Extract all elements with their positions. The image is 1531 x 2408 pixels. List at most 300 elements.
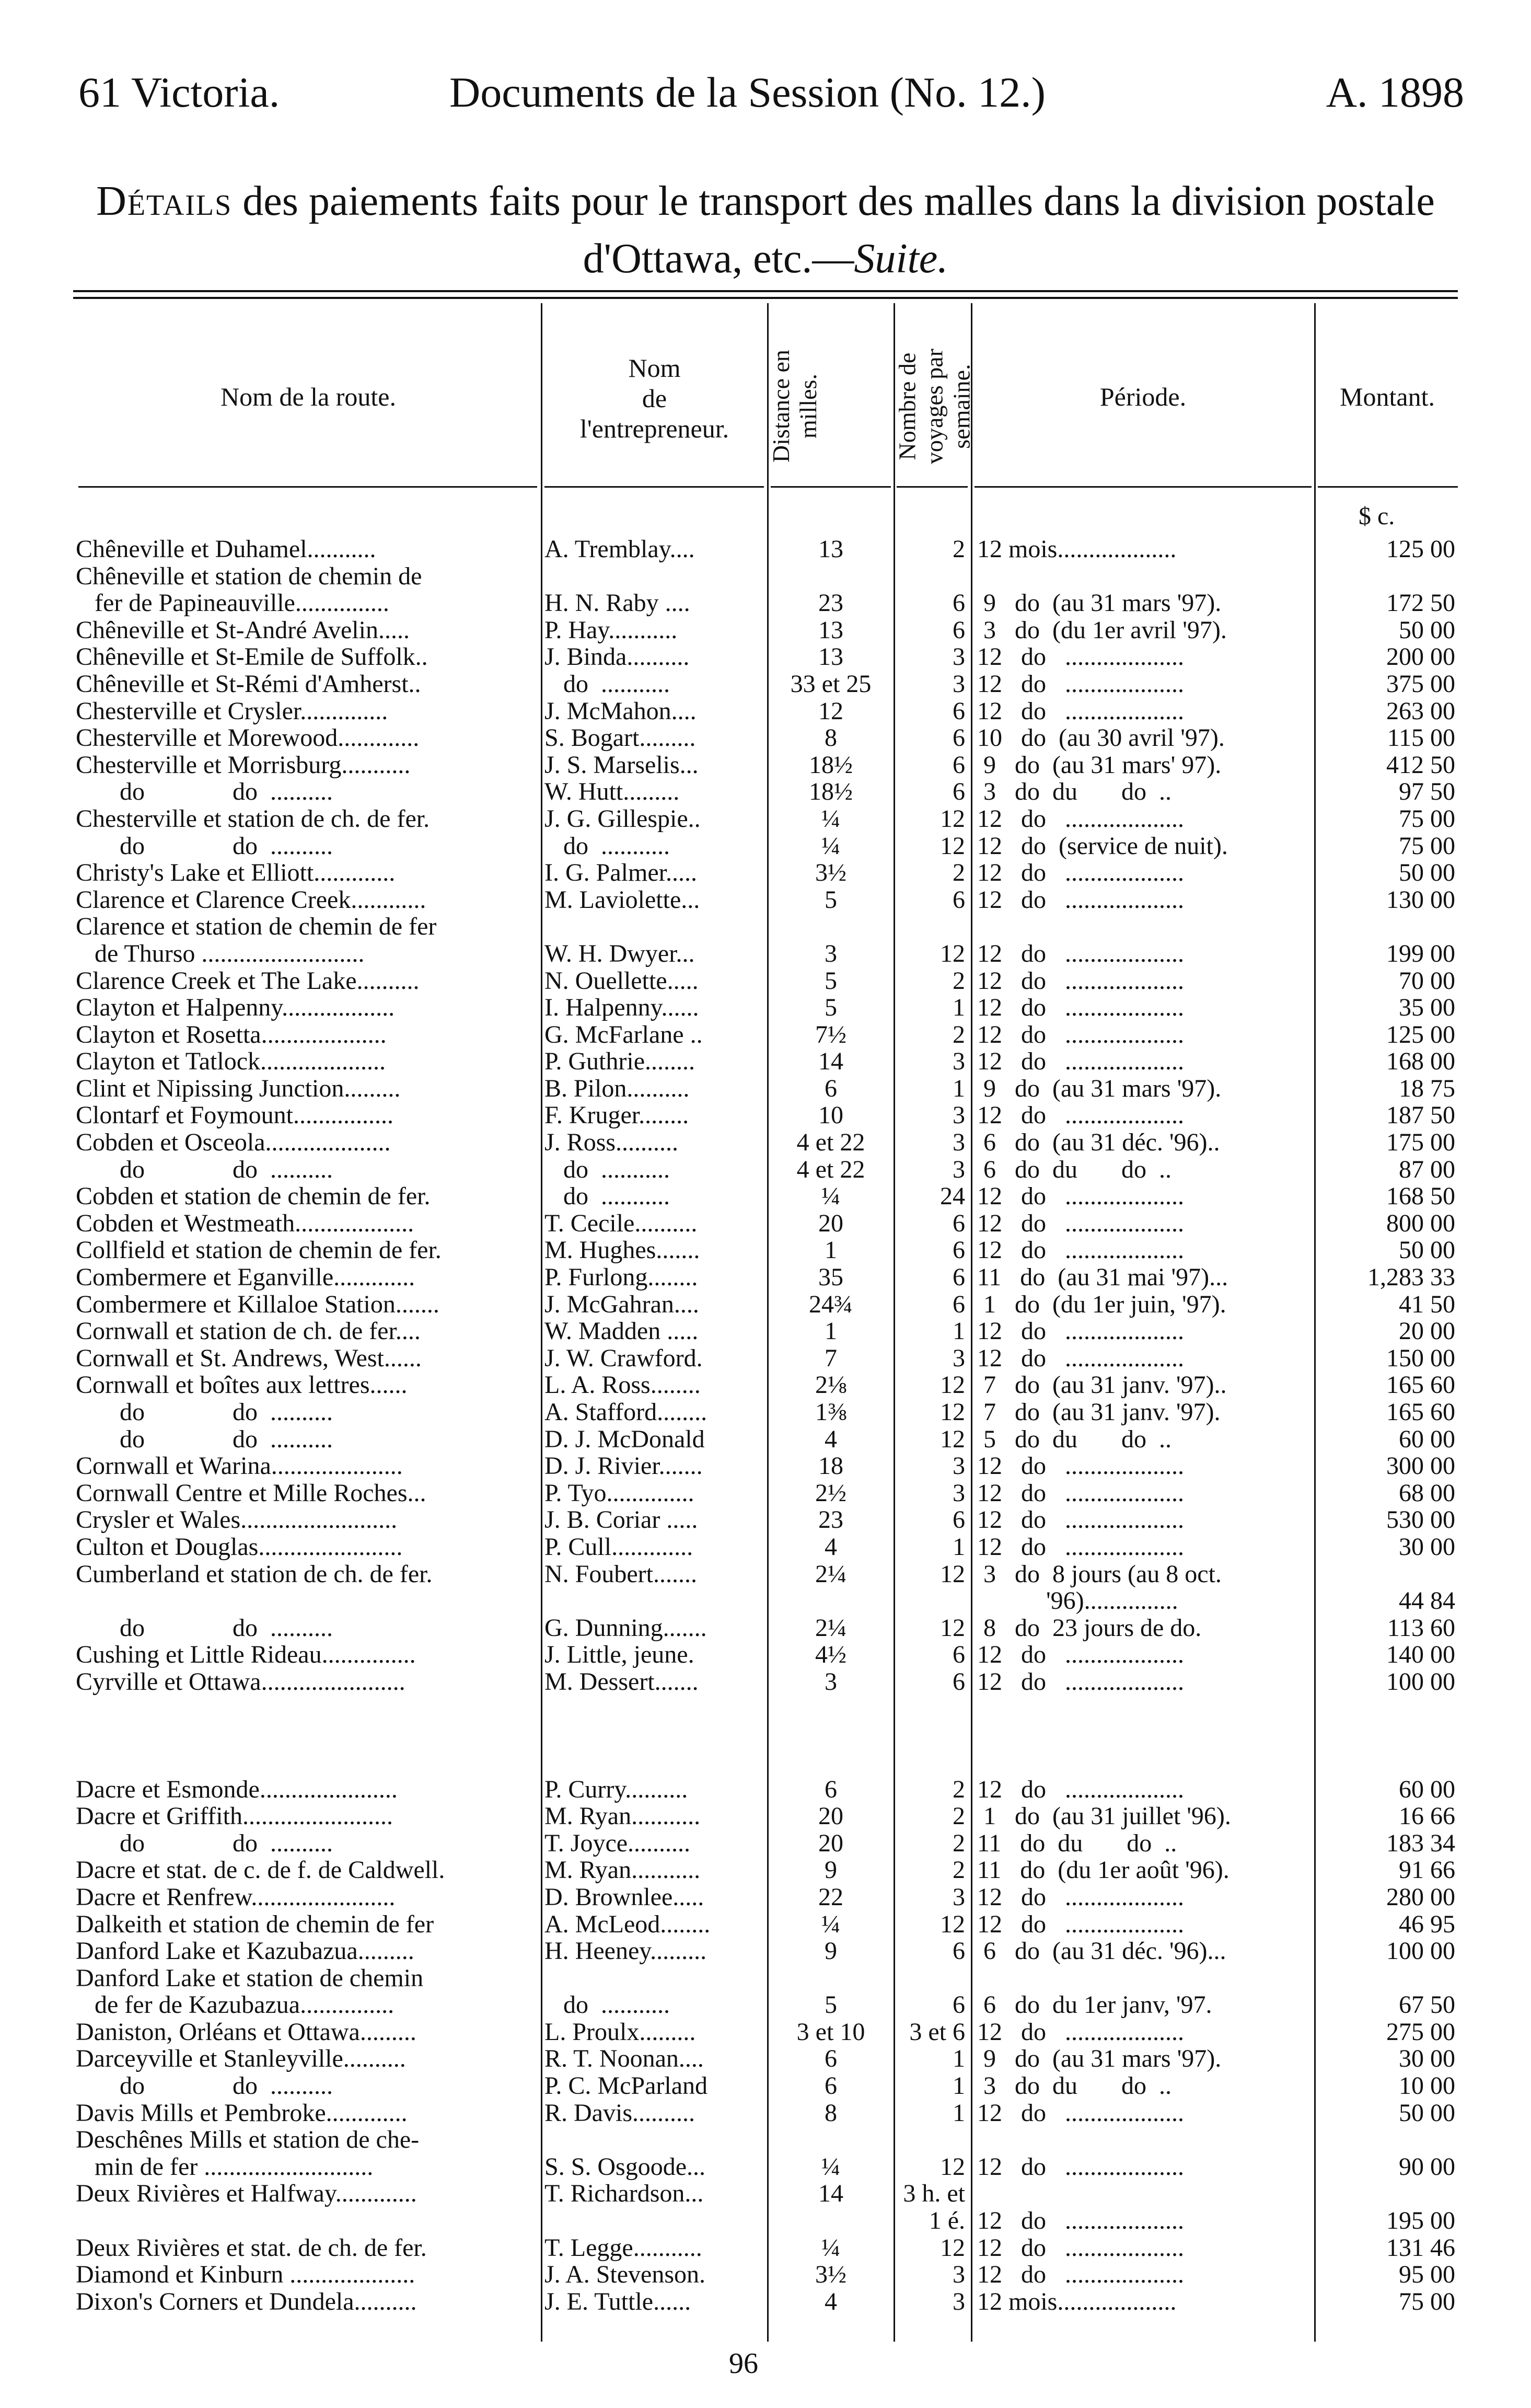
amount-value: 18 75 — [1399, 1075, 1455, 1102]
route-name: Christy's Lake et Elliott............. — [76, 859, 396, 886]
amount-value: 412 50 — [1386, 751, 1455, 779]
entrepreneur-name: H. Heeney......... — [544, 1938, 707, 1965]
route-name: Chêneville et St-Rémi d'Amherst.. — [76, 670, 421, 698]
distance-value: 5 — [825, 1991, 837, 2019]
route-name: Dacre et Renfrew....................... — [76, 1883, 396, 1911]
distance-value: 6 — [825, 2072, 837, 2100]
entrepreneur-name: M. Hughes....... — [544, 1237, 700, 1264]
route-name: Clayton et Halpenny.................. — [76, 994, 395, 1021]
distance-value: ¼ — [821, 805, 840, 833]
title-line1: des paiements faits pour le transport des malles dans la division postale — [232, 178, 1435, 224]
entrepreneur-name: T. Cecile.......... — [544, 1209, 698, 1237]
period-text: 6 do du 1er janv, '97. — [977, 1991, 1212, 2019]
period-text: 12 do ................... — [977, 886, 1184, 914]
amount-value: 200 00 — [1386, 643, 1455, 671]
entrepreneur-name: P. Tyo.............. — [544, 1479, 694, 1507]
title-lead: Détails — [96, 178, 233, 224]
entrepreneur-name: P. Curry.......... — [544, 1776, 688, 1803]
column-header-voyages-line: Nombre de — [894, 352, 921, 460]
distance-value: 20 — [818, 1829, 843, 1857]
distance-value: 14 — [818, 2180, 843, 2208]
route-name: Dacre et stat. de c. de f. de Caldwell. — [76, 1857, 445, 1884]
distance-value: 2½ — [815, 1479, 846, 1507]
amount-value: 68 00 — [1399, 1479, 1455, 1507]
period-text: 12 do ................... — [977, 805, 1184, 833]
distance-value: ¼ — [821, 2153, 840, 2181]
route-name: Culton et Douglas....................... — [76, 1533, 403, 1561]
trips-per-week: 3 — [953, 1453, 965, 1480]
distance-value: 3½ — [815, 2261, 846, 2288]
table-row — [0, 2153, 1531, 2181]
route-name: do do .......... — [76, 1614, 333, 1642]
table-row — [0, 1965, 1531, 1992]
distance-value: 7 — [825, 1344, 837, 1372]
route-name: Davis Mills et Pembroke............. — [76, 2099, 408, 2127]
amount-value: 125 00 — [1386, 1021, 1455, 1049]
title-suite: Suite. — [854, 236, 948, 282]
trips-per-week: 2 — [953, 1803, 965, 1830]
table-row — [0, 1372, 1531, 1399]
period-text: 12 do ................... — [977, 2261, 1184, 2288]
distance-value: 22 — [818, 1883, 843, 1911]
entrepreneur-name: do ........... — [544, 1991, 670, 2019]
distance-value: 5 — [825, 994, 837, 1021]
trips-per-week: 2 — [953, 1776, 965, 1803]
distance-value: 10 — [818, 1102, 843, 1130]
entrepreneur-name: do ........... — [544, 1183, 670, 1210]
amount-value: 75 00 — [1399, 805, 1455, 833]
distance-value: 6 — [825, 1075, 837, 1102]
route-name: Clint et Nipissing Junction......... — [76, 1075, 401, 1102]
column-header-voyages-line: voyages par — [921, 349, 948, 464]
period-text: 12 do ................... — [977, 859, 1184, 886]
route-name: Cornwall et St. Andrews, West...... — [76, 1344, 422, 1372]
period-text: 12 do ................... — [977, 1641, 1184, 1668]
entrepreneur-name: W. H. Dwyer... — [544, 940, 695, 967]
entrepreneur-name: M. Dessert....... — [544, 1668, 699, 1696]
entrepreneur-name: F. Kruger........ — [544, 1102, 689, 1130]
header-document-title: Documents de la Session (No. 12.) — [449, 68, 1046, 116]
table-row — [0, 1210, 1531, 1237]
header-underline — [544, 486, 764, 488]
entrepreneur-name: R. T. Noonan.... — [544, 2045, 704, 2073]
entrepreneur-name: J. G. Gillespie.. — [544, 805, 701, 833]
page-title — [78, 172, 1453, 287]
table-row — [0, 1156, 1531, 1183]
column-header-periode: Période. — [1099, 382, 1187, 411]
table-row — [0, 1857, 1531, 1884]
distance-value: 14 — [818, 1048, 843, 1075]
route-name: Cobden et Westmeath................... — [76, 1209, 414, 1237]
entrepreneur-name: I. Halpenny...... — [544, 994, 699, 1021]
period-text: 12 do ................... — [977, 670, 1184, 698]
amount-value: 165 60 — [1386, 1399, 1455, 1426]
table-row — [0, 1911, 1531, 1938]
entrepreneur-name: do ........... — [544, 1156, 670, 1183]
route-name: min de fer ........................... — [76, 2153, 374, 2181]
trips-per-week: 2 — [953, 1829, 965, 1857]
amount-value: 140 00 — [1386, 1641, 1455, 1668]
amount-value: 530 00 — [1386, 1506, 1455, 1534]
route-name: Cornwall et station de ch. de fer.... — [76, 1318, 421, 1345]
title-line2: d'Ottawa, etc.— — [583, 236, 854, 282]
trips-per-week: 12 — [940, 1372, 965, 1399]
amount-value: 50 00 — [1399, 616, 1455, 644]
trips-per-week: 6 — [953, 1237, 965, 1264]
period-text: 12 do ................... — [977, 1048, 1184, 1075]
amount-value: 97 50 — [1399, 778, 1455, 805]
route-name: Dalkeith et station de chemin de fer — [76, 1910, 434, 1938]
trips-per-week: 6 — [953, 1991, 965, 2019]
route-name: Collfield et station de chemin de fer. — [76, 1237, 442, 1264]
distance-value: 1 — [825, 1237, 837, 1264]
entrepreneur-name: W. Madden ..... — [544, 1318, 699, 1345]
entrepreneur-name: H. N. Raby .... — [544, 590, 690, 617]
trips-per-week: 1 — [953, 1075, 965, 1102]
amount-value: 100 00 — [1386, 1938, 1455, 1965]
trips-per-week: 6 — [953, 1641, 965, 1668]
amount-value: 280 00 — [1386, 1883, 1455, 1911]
period-text: 8 do 23 jours de do. — [977, 1614, 1202, 1642]
entrepreneur-name: J. S. Marselis... — [544, 751, 699, 779]
trips-per-week: 3 — [953, 1883, 965, 1911]
amount-value: 20 00 — [1399, 1318, 1455, 1345]
distance-value: 18½ — [809, 778, 853, 805]
amount-value: 100 00 — [1386, 1668, 1455, 1696]
period-text: 12 do ................... — [977, 1021, 1184, 1049]
entrepreneur-name: M. Laviolette... — [544, 886, 700, 914]
amount-value: 91 66 — [1399, 1857, 1455, 1884]
column-header-route: Nom de la route. — [220, 382, 396, 411]
distance-value: 9 — [825, 1857, 837, 1884]
trips-per-week: 3 — [953, 670, 965, 698]
entrepreneur-name: J. Binda.......... — [544, 643, 690, 671]
group-spacer — [0, 1696, 1531, 1776]
entrepreneur-name: do ........... — [544, 670, 670, 698]
entrepreneur-name: P. Hay........... — [544, 616, 678, 644]
period-text: 12 do ................... — [977, 697, 1184, 725]
amount-value: 150 00 — [1386, 1344, 1455, 1372]
period-text: 12 do ................... — [977, 2234, 1184, 2262]
period-text: 7 do (au 31 janv. '97).. — [977, 1372, 1227, 1399]
period-text: 11 do (du 1er août '96). — [977, 1857, 1230, 1884]
distance-value: 35 — [818, 1264, 843, 1291]
period-text: 6 do (au 31 déc. '96)... — [977, 1938, 1226, 1965]
table-row — [0, 1534, 1531, 1561]
entrepreneur-name: P. Cull............. — [544, 1533, 693, 1561]
entrepreneur-name: M. Ryan........... — [544, 1857, 701, 1884]
table-row — [0, 2288, 1531, 2315]
table-row — [0, 1075, 1531, 1102]
table-row — [0, 1938, 1531, 1965]
table-row — [0, 1129, 1531, 1156]
entrepreneur-name: D. J. McDonald — [544, 1425, 705, 1453]
period-text: 12 do (service de nuit). — [977, 832, 1228, 860]
amount-value: 300 00 — [1386, 1453, 1455, 1480]
distance-value: 3½ — [815, 859, 846, 886]
period-text: 5 do du do .. — [977, 1425, 1172, 1453]
table-row — [0, 1291, 1531, 1318]
amount-value: 115 00 — [1387, 724, 1455, 752]
table-row — [0, 913, 1531, 940]
table-row — [0, 1048, 1531, 1075]
entrepreneur-name: L. A. Ross........ — [544, 1372, 701, 1399]
amount-value: 130 00 — [1386, 886, 1455, 914]
period-text: 12 do ................... — [977, 2153, 1184, 2181]
distance-value: ¼ — [821, 2234, 840, 2262]
amount-value: 275 00 — [1386, 2018, 1455, 2046]
period-text: 12 mois................... — [977, 2288, 1177, 2315]
route-name: de Thurso .......................... — [76, 940, 365, 967]
table-row — [0, 2261, 1531, 2288]
distance-value: 18½ — [809, 751, 853, 779]
distance-value: 6 — [825, 2045, 837, 2073]
trips-per-week: 3 — [953, 643, 965, 671]
route-name: Danford Lake et station de chemin — [76, 1964, 424, 1992]
trips-per-week: 2 — [953, 536, 965, 563]
table-row — [0, 671, 1531, 698]
table-row — [0, 2072, 1531, 2100]
period-text: 12 do ................... — [977, 1453, 1184, 1480]
amount-value: 35 00 — [1399, 994, 1455, 1021]
table-row — [0, 1453, 1531, 1480]
period-text: 12 do ................... — [977, 1102, 1184, 1130]
route-name: Daniston, Orléans et Ottawa......... — [76, 2018, 416, 2046]
entrepreneur-name: P. Guthrie........ — [544, 1048, 695, 1075]
entrepreneur-name: M. Ryan........... — [544, 1803, 701, 1830]
column-header-distance — [768, 312, 825, 500]
table-row — [0, 590, 1531, 617]
period-text: 12 do ................... — [977, 940, 1184, 967]
table-row — [0, 2019, 1531, 2046]
trips-per-week: 12 — [940, 2153, 965, 2181]
amount-value: 172 50 — [1386, 590, 1455, 617]
trips-per-week: 12 — [940, 2234, 965, 2262]
route-name: Clontarf et Foymount................ — [76, 1102, 393, 1130]
entrepreneur-name: I. G. Palmer..... — [544, 859, 697, 886]
trips-per-week: 6 — [953, 1264, 965, 1291]
trips-per-week: 12 — [940, 940, 965, 967]
table-row — [0, 2126, 1531, 2153]
route-name: Clayton et Tatlock.................... — [76, 1048, 386, 1075]
route-name: Chesterville et Morewood............. — [76, 724, 420, 752]
distance-value: 4 et 22 — [796, 1129, 865, 1156]
table-row — [0, 1830, 1531, 1857]
amount-value: 30 00 — [1399, 2045, 1455, 2073]
amount-value: 50 00 — [1399, 859, 1455, 886]
entrepreneur-name: J. Ross.......... — [544, 1129, 679, 1156]
route-name: Crysler et Wales......................... — [76, 1506, 398, 1534]
period-text: '96)............... — [977, 1587, 1178, 1615]
entrepreneur-name: J. E. Tuttle...... — [544, 2288, 691, 2315]
entrepreneur-name: P. C. McParland — [544, 2072, 707, 2100]
header-underline — [897, 486, 968, 488]
route-name: Dixon's Corners et Dundela.......... — [76, 2288, 417, 2315]
period-text: 12 do ................... — [977, 1506, 1184, 1534]
entrepreneur-name: J. W. Crawford. — [544, 1344, 703, 1372]
entrepreneur-name: do ........... — [544, 832, 670, 860]
route-name: Deux Rivières et stat. de ch. de fer. — [76, 2234, 427, 2262]
route-name: Deschênes Mills et station de che- — [76, 2126, 420, 2153]
route-name: Cushing et Little Rideau............... — [76, 1641, 416, 1668]
period-text: 12 do ................... — [977, 1910, 1184, 1938]
trips-per-week: 1 — [953, 994, 965, 1021]
entrepreneur-name: P. Furlong........ — [544, 1264, 698, 1291]
currency-units: $ c. — [1359, 502, 1395, 530]
header-underline — [975, 486, 1312, 488]
route-name: Chêneville et St-André Avelin..... — [76, 616, 410, 644]
trips-per-week: 6 — [953, 751, 965, 779]
trips-per-week: 6 — [953, 886, 965, 914]
table-row — [0, 1318, 1531, 1345]
distance-value: 3 — [825, 940, 837, 967]
route-name: Clarence et station de chemin de fer — [76, 913, 437, 940]
trips-per-week: 6 — [953, 1668, 965, 1696]
amount-value: 50 00 — [1399, 2099, 1455, 2127]
amount-value: 60 00 — [1399, 1425, 1455, 1453]
amount-value: 195 00 — [1386, 2207, 1455, 2234]
entrepreneur-name: R. Davis.......... — [544, 2099, 695, 2127]
route-name: do do .......... — [76, 832, 333, 860]
trips-per-week: 3 — [953, 2288, 965, 2315]
route-name: Chêneville et St-Emile de Suffolk.. — [76, 643, 428, 671]
trips-per-week: 1 — [953, 2072, 965, 2100]
table-row — [0, 643, 1531, 671]
table-row — [0, 724, 1531, 752]
distance-value: 9 — [825, 1938, 837, 1965]
entrepreneur-name: T. Joyce.......... — [544, 1829, 691, 1857]
amount-value: 87 00 — [1399, 1156, 1455, 1183]
table-row — [0, 805, 1531, 833]
trips-per-week: 6 — [953, 1209, 965, 1237]
table-row — [0, 1264, 1531, 1291]
table-row — [0, 886, 1531, 914]
header-underline — [78, 486, 537, 488]
trips-per-week: 3 — [953, 2261, 965, 2288]
table-row — [0, 1668, 1531, 1696]
entrepreneur-name: S. S. Osgoode... — [544, 2153, 706, 2181]
period-text: 12 do ................... — [977, 1318, 1184, 1345]
route-name: do do .......... — [76, 1829, 333, 1857]
table-top-rule — [73, 290, 1458, 292]
trips-per-week: 1 — [953, 1533, 965, 1561]
trips-per-week: 3 et 6 — [909, 2018, 965, 2046]
amount-value: 375 00 — [1386, 670, 1455, 698]
column-header-voyages-line: semaine. — [948, 364, 975, 449]
distance-value: 13 — [818, 536, 843, 563]
route-name: Dacre et Esmonde...................... — [76, 1776, 398, 1803]
amount-value: 1,283 33 — [1367, 1264, 1455, 1291]
route-name: Cornwall et boîtes aux lettres...... — [76, 1372, 408, 1399]
period-text: 3 do 8 jours (au 8 oct. — [977, 1560, 1222, 1588]
amount-value: 30 00 — [1399, 1533, 1455, 1561]
route-name: de fer de Kazubazua............... — [76, 1991, 395, 2019]
distance-value: 2¼ — [815, 1614, 846, 1642]
entrepreneur-name: J. B. Coriar ..... — [544, 1506, 698, 1534]
table-row — [0, 2100, 1531, 2127]
route-name: Diamond et Kinburn .................... — [76, 2261, 415, 2288]
table-row — [0, 1237, 1531, 1264]
table-row — [0, 1183, 1531, 1210]
table-row — [0, 833, 1531, 860]
period-text: 3 do du do .. — [977, 778, 1172, 805]
distance-value: 6 — [825, 1776, 837, 1803]
period-text: 9 do (au 31 mars '97). — [977, 1075, 1222, 1102]
route-name: Dacre et Griffith........................ — [76, 1803, 393, 1830]
amount-value: 90 00 — [1399, 2153, 1455, 2181]
entrepreneur-name: A. McLeod........ — [544, 1910, 711, 1938]
period-text: 3 do (du 1er avril '97). — [977, 616, 1227, 644]
distance-value: 2⅛ — [815, 1372, 846, 1399]
route-name: Danford Lake et Kazubazua......... — [76, 1938, 414, 1965]
route-name: do do .......... — [76, 2072, 333, 2100]
table-row — [0, 1345, 1531, 1372]
period-text: 12 do ................... — [977, 1344, 1184, 1372]
route-name: Combermere et Eganville............. — [76, 1264, 415, 1291]
route-name: Cumberland et station de ch. de fer. — [76, 1560, 433, 1588]
amount-value: 263 00 — [1386, 697, 1455, 725]
route-name: Clayton et Rosetta.................... — [76, 1021, 387, 1049]
trips-per-week: 2 — [953, 967, 965, 995]
trips-per-week: 2 — [953, 859, 965, 886]
trips-per-week: 1 — [953, 1318, 965, 1345]
column-header-voyages — [894, 313, 975, 501]
table-row — [0, 1991, 1531, 2019]
amount-value: 60 00 — [1399, 1776, 1455, 1803]
distance-value: 1 — [825, 1318, 837, 1345]
route-name: Combermere et Killaloe Station....... — [76, 1291, 439, 1318]
distance-value: 5 — [825, 967, 837, 995]
distance-value: 13 — [818, 643, 843, 671]
trips-per-week: 12 — [940, 1399, 965, 1426]
trips-per-week: 3 h. et — [903, 2180, 965, 2208]
entrepreneur-name: D. Brownlee..... — [544, 1883, 704, 1911]
period-text: 12 do ................... — [977, 1209, 1184, 1237]
entrepreneur-name: T. Richardson... — [544, 2180, 704, 2208]
distance-value: ¼ — [821, 1910, 840, 1938]
distance-value: 3 et 10 — [796, 2018, 865, 2046]
table-row — [0, 2207, 1531, 2234]
entrepreneur-name: S. Bogart......... — [544, 724, 696, 752]
distance-value: 5 — [825, 886, 837, 914]
amount-value: 75 00 — [1399, 832, 1455, 860]
table-row — [0, 1426, 1531, 1453]
route-name: Clarence Creek et The Lake.......... — [76, 967, 420, 995]
period-text: 9 do (au 31 mars' 97). — [977, 751, 1222, 779]
trips-per-week: 3 — [953, 1048, 965, 1075]
route-name: Chêneville et station de chemin de — [76, 562, 422, 590]
table-row — [0, 994, 1531, 1021]
distance-value: 12 — [818, 697, 843, 725]
period-text: 12 do ................... — [977, 1183, 1184, 1210]
period-text: 9 do (au 31 mars '97). — [977, 2045, 1222, 2073]
route-name: Cobden et station de chemin de fer. — [76, 1183, 431, 1210]
period-text: 12 do ................... — [977, 994, 1184, 1021]
entrepreneur-name: J. McMahon.... — [544, 697, 697, 725]
entrepreneur-name: T. Legge........... — [544, 2234, 702, 2262]
table-row — [0, 1021, 1531, 1049]
amount-value: 125 00 — [1386, 536, 1455, 563]
amount-value: 16 66 — [1399, 1803, 1455, 1830]
trips-per-week: 12 — [940, 1910, 965, 1938]
column-header-distance-line: milles. — [795, 374, 821, 439]
amount-value: 199 00 — [1386, 940, 1455, 967]
amount-value: 41 50 — [1399, 1291, 1455, 1318]
table-row — [0, 1506, 1531, 1534]
table-row — [0, 1102, 1531, 1129]
amount-value: 75 00 — [1399, 2288, 1455, 2315]
amount-value: 50 00 — [1399, 1237, 1455, 1264]
